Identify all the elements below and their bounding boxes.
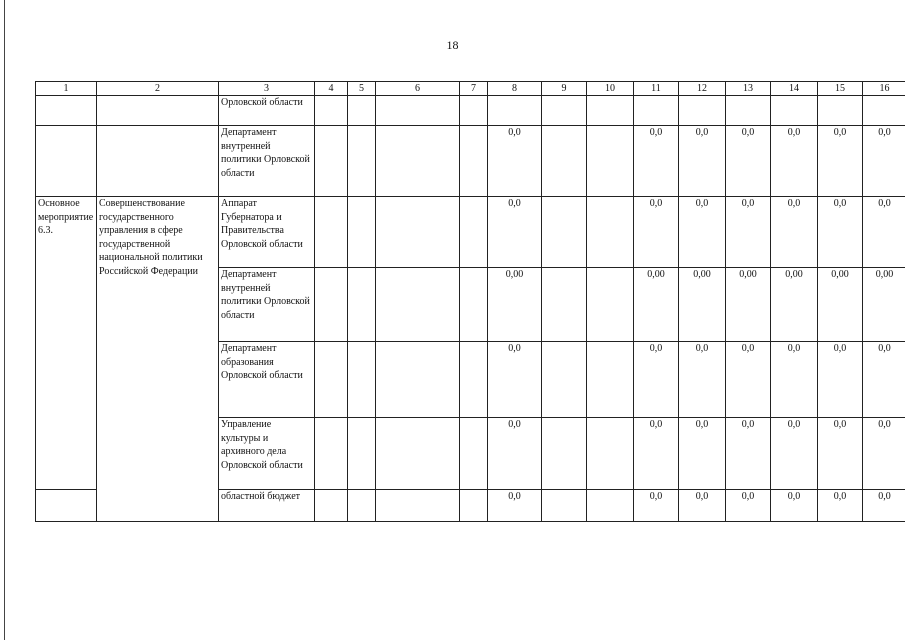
- budget-table: [35, 81, 905, 522]
- table-row: [36, 126, 905, 197]
- value-cell: [542, 418, 587, 490]
- value-cell: [348, 490, 376, 522]
- value-cell: 0,0: [818, 490, 863, 522]
- value-cell: 0,0: [488, 342, 542, 418]
- header-cell: 4: [315, 82, 348, 96]
- value-cell: 0,0: [863, 418, 905, 490]
- value-cell: [587, 418, 634, 490]
- value-cell: 0,0: [488, 490, 542, 522]
- value-cell: [376, 418, 460, 490]
- value-cell: 0,0: [818, 197, 863, 268]
- header-cell: 9: [542, 82, 587, 96]
- value-cell: 0,0: [726, 418, 771, 490]
- left-margin-rule: [4, 0, 5, 640]
- value-cell: [587, 96, 634, 126]
- value-cell: [460, 490, 488, 522]
- value-cell: [460, 126, 488, 197]
- executor-cell: Департамент внутренней политики Орловской области: [219, 126, 315, 197]
- value-cell: [348, 418, 376, 490]
- value-cell: [771, 96, 818, 126]
- executor-cell: Орловской области: [219, 96, 315, 126]
- value-cell: [315, 342, 348, 418]
- value-cell: 0,0: [771, 126, 818, 197]
- value-cell: [863, 96, 905, 126]
- executor-cell: Управление культуры и архивного дела Орловской области: [219, 418, 315, 490]
- empty-cell: [36, 490, 97, 522]
- value-cell: 0,0: [863, 490, 905, 522]
- header-cell: 3: [219, 82, 315, 96]
- value-cell: 0,0: [726, 490, 771, 522]
- value-cell: [348, 342, 376, 418]
- header-cell: 10: [587, 82, 634, 96]
- value-cell: [587, 268, 634, 342]
- value-cell: [726, 96, 771, 126]
- value-cell: 0,0: [726, 126, 771, 197]
- value-cell: 0,00: [679, 268, 726, 342]
- empty-cell: [36, 96, 97, 126]
- executor-cell: Департамент внутренней политики Орловской области: [219, 268, 315, 342]
- value-cell: [587, 126, 634, 197]
- value-cell: 0,0: [634, 197, 679, 268]
- empty-cell: [97, 96, 219, 126]
- value-cell: [460, 197, 488, 268]
- table-header-row: [36, 82, 905, 96]
- value-cell: 0,0: [679, 418, 726, 490]
- value-cell: 0,0: [679, 342, 726, 418]
- value-cell: 0,0: [726, 342, 771, 418]
- value-cell: 0,00: [818, 268, 863, 342]
- value-cell: [315, 197, 348, 268]
- value-cell: [460, 268, 488, 342]
- value-cell: [542, 197, 587, 268]
- value-cell: 0,0: [863, 197, 905, 268]
- value-cell: [587, 342, 634, 418]
- value-cell: [542, 126, 587, 197]
- value-cell: 0,0: [679, 490, 726, 522]
- executor-cell: областной бюджет: [219, 490, 315, 522]
- value-cell: 0,0: [488, 418, 542, 490]
- page-number: 18: [446, 38, 459, 52]
- value-cell: 0,0: [488, 197, 542, 268]
- value-cell: [376, 268, 460, 342]
- value-cell: [315, 126, 348, 197]
- value-cell: 0,0: [771, 490, 818, 522]
- value-cell: [460, 96, 488, 126]
- value-cell: [587, 490, 634, 522]
- value-cell: 0,0: [679, 197, 726, 268]
- activity-code-cell: Основное мероприятие 6.3.: [36, 197, 97, 490]
- value-cell: [348, 96, 376, 126]
- header-cell: 14: [771, 82, 818, 96]
- value-cell: [542, 490, 587, 522]
- value-cell: [348, 126, 376, 197]
- value-cell: [818, 96, 863, 126]
- value-cell: 0,0: [679, 126, 726, 197]
- value-cell: [587, 197, 634, 268]
- value-cell: [315, 418, 348, 490]
- value-cell: 0,0: [863, 342, 905, 418]
- value-cell: 0,0: [818, 342, 863, 418]
- value-cell: 0,00: [863, 268, 905, 342]
- value-cell: [542, 268, 587, 342]
- value-cell: 0,00: [771, 268, 818, 342]
- value-cell: 0,0: [488, 126, 542, 197]
- value-cell: 0,00: [634, 268, 679, 342]
- header-cell: 8: [488, 82, 542, 96]
- value-cell: [460, 342, 488, 418]
- value-cell: 0,0: [634, 418, 679, 490]
- value-cell: 0,0: [818, 126, 863, 197]
- value-cell: [679, 96, 726, 126]
- header-cell: 15: [818, 82, 863, 96]
- value-cell: 0,00: [726, 268, 771, 342]
- value-cell: 0,0: [771, 342, 818, 418]
- value-cell: [348, 268, 376, 342]
- value-cell: [348, 197, 376, 268]
- value-cell: [542, 342, 587, 418]
- table-row: [36, 197, 905, 268]
- value-cell: 0,0: [818, 418, 863, 490]
- table-row: [36, 96, 905, 126]
- value-cell: [460, 418, 488, 490]
- value-cell: [315, 268, 348, 342]
- header-cell: 16: [863, 82, 905, 96]
- value-cell: [315, 96, 348, 126]
- value-cell: [376, 126, 460, 197]
- value-cell: 0,0: [726, 197, 771, 268]
- value-cell: [376, 197, 460, 268]
- value-cell: 0,0: [771, 197, 818, 268]
- header-cell: 13: [726, 82, 771, 96]
- executor-cell: Департамент образования Орловской области: [219, 342, 315, 418]
- header-cell: 1: [36, 82, 97, 96]
- empty-cell: [97, 126, 219, 197]
- value-cell: [315, 490, 348, 522]
- value-cell: 0,0: [634, 126, 679, 197]
- header-cell: 6: [376, 82, 460, 96]
- value-cell: 0,0: [634, 342, 679, 418]
- value-cell: [376, 490, 460, 522]
- value-cell: 0,0: [771, 418, 818, 490]
- value-cell: [542, 96, 587, 126]
- header-cell: 7: [460, 82, 488, 96]
- value-cell: [376, 342, 460, 418]
- header-cell: 5: [348, 82, 376, 96]
- header-cell: 12: [679, 82, 726, 96]
- executor-cell: Аппарат Губернатора и Правительства Орловской области: [219, 197, 315, 268]
- activity-title-cell: Совершенствование государственного управления в сфере государственной национальной политики Российской Федерации: [97, 197, 219, 522]
- value-cell: 0,00: [488, 268, 542, 342]
- value-cell: [488, 96, 542, 126]
- header-cell: 11: [634, 82, 679, 96]
- value-cell: [634, 96, 679, 126]
- value-cell: 0,0: [863, 126, 905, 197]
- empty-cell: [36, 126, 97, 197]
- value-cell: 0,0: [634, 490, 679, 522]
- value-cell: [376, 96, 460, 126]
- header-cell: 2: [97, 82, 219, 96]
